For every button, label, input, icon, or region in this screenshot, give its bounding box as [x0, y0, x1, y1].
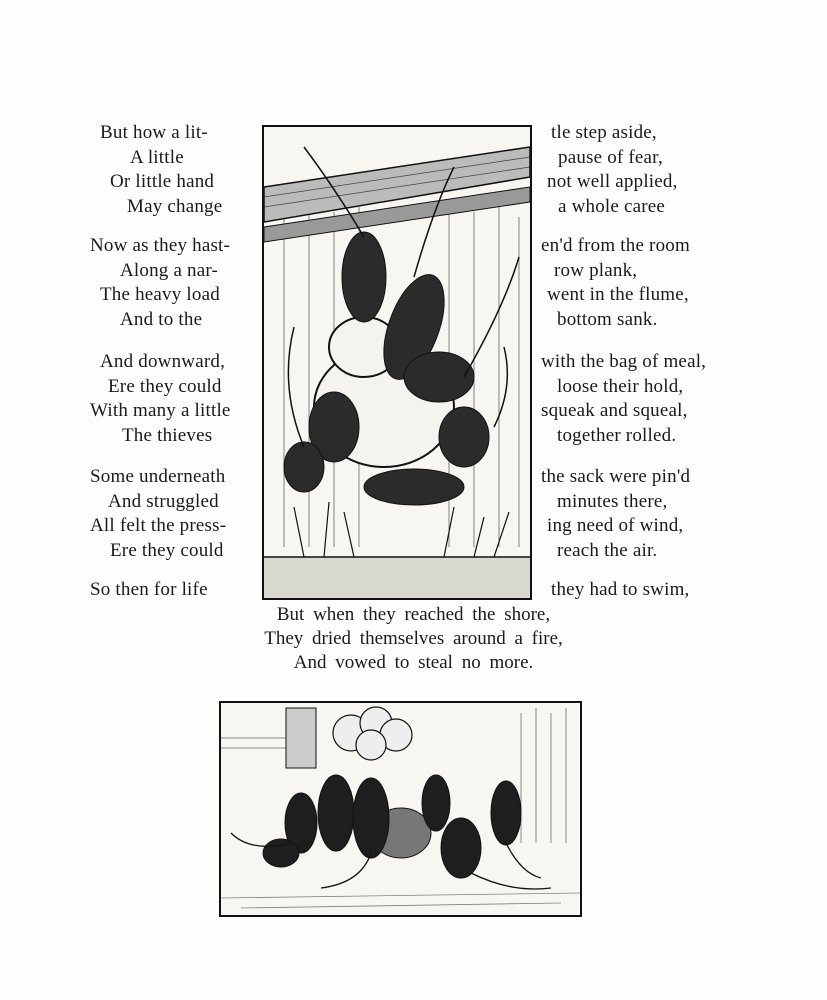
verse-right-1-1: row plank, [554, 259, 638, 281]
verse-right-2-2: squeak and squeal, [541, 400, 688, 421]
verse-right-4-0: they had to swim, [551, 579, 690, 600]
verse-left-2-0: And downward, [100, 351, 226, 372]
rats-fire-icon [221, 703, 580, 915]
verse-right-3-3: reach the air. [557, 539, 658, 561]
verse-left-3-2: All felt the press- [90, 515, 227, 536]
illustration-rats-at-fire [219, 701, 582, 917]
verse-left-1-3: And to the [120, 308, 203, 330]
verse-left-0-1: A little [130, 146, 184, 168]
verse-right-3-0: the sack were pin'd [541, 466, 691, 487]
verse-left-4-0: So then for life [90, 579, 208, 600]
verse-left-2-1: Ere they could [108, 375, 222, 397]
verse-right-3-2: ing need of wind, [547, 515, 684, 536]
verse-left-0-0: But how a lit- [100, 122, 208, 143]
verse-right-1-0: en'd from the room [541, 235, 690, 256]
closing-line-3: And vowed to steal no more. [293, 652, 534, 673]
verse-left-1-0: Now as they hast- [90, 235, 231, 256]
verse-right-1-3: bottom sank. [557, 308, 658, 330]
verse-left-0-3: May change [127, 195, 223, 217]
verse-left-1-1: Along a nar- [120, 259, 219, 281]
verse-left-3-1: And struggled [108, 490, 219, 512]
verse-left-1-2: The heavy load [100, 284, 220, 305]
verse-left-3-0: Some underneath [90, 466, 226, 487]
verse-left-0-2: Or little hand [110, 171, 215, 192]
verse-left-3-3: Ere they could [110, 539, 224, 561]
verse-left-2-2: With many a little [90, 400, 231, 421]
verse-right-0-0: tle step aside, [551, 122, 657, 143]
verse-right-0-1: pause of fear, [558, 146, 663, 168]
verse-right-2-0: with the bag of meal, [541, 351, 707, 372]
verse-right-2-1: loose their hold, [557, 375, 684, 397]
closing-line-2: They dried themselves around a fire, [264, 628, 563, 649]
verse-right-3-1: minutes there, [557, 490, 668, 512]
verse-right-1-2: went in the flume, [547, 284, 689, 305]
closing-line-1: But when they reached the shore, [276, 604, 551, 625]
verse-left-2-3: The thieves [122, 424, 213, 446]
verse-right-0-3: a whole caree [558, 195, 666, 217]
rats-falling-icon [264, 127, 530, 598]
verse-right-2-3: together rolled. [557, 424, 677, 446]
verse-right-0-2: not well applied, [547, 171, 678, 192]
illustration-rats-falling [262, 125, 532, 600]
